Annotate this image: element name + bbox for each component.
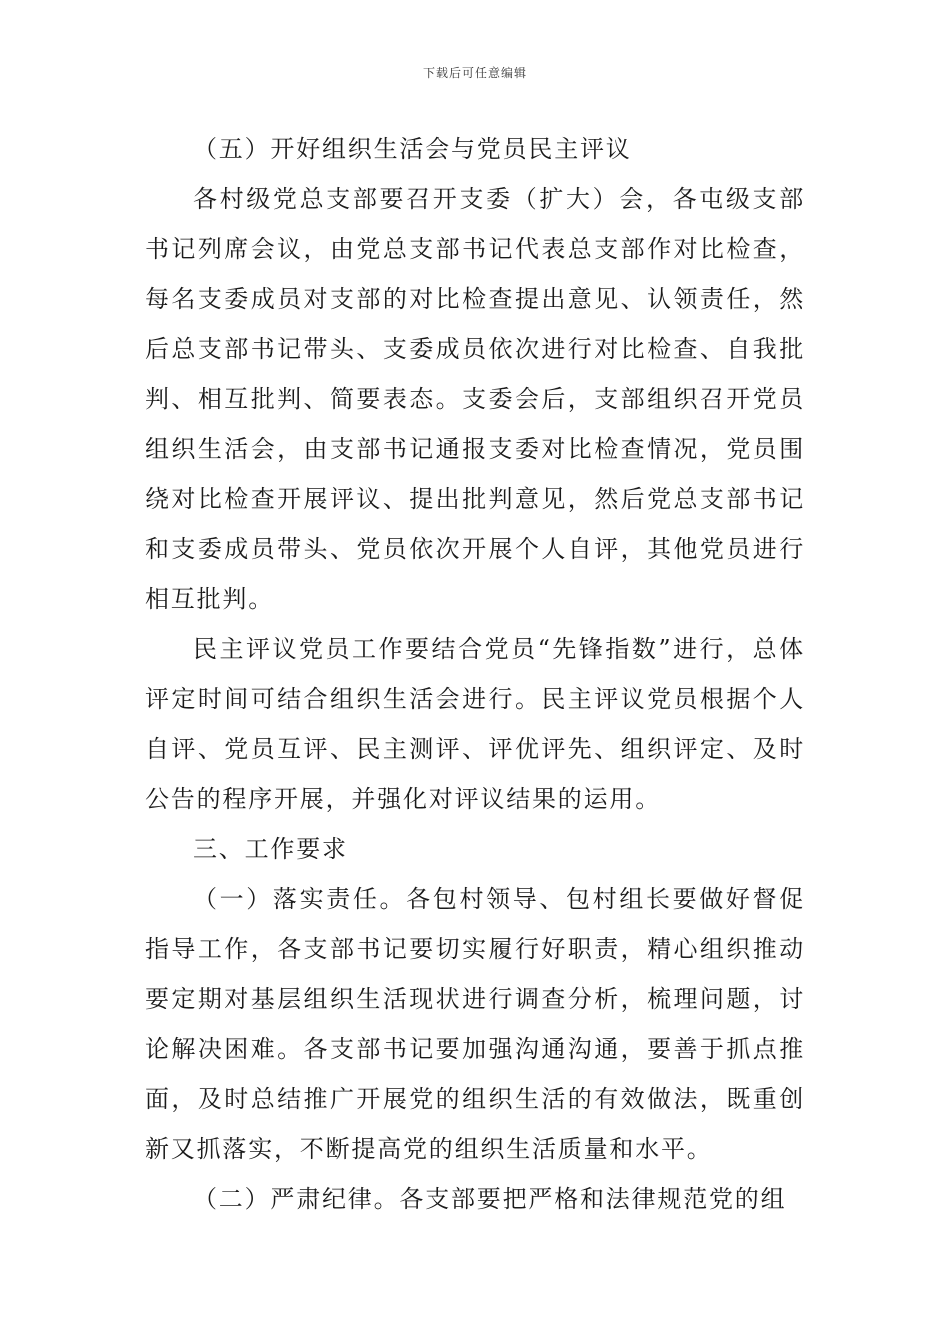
paragraph-implement-responsibility: （一）落实责任。各包村领导、包村组长要做好督促指导工作，各支部书记要切实履行好职责，精心组织推动要定期对基层组织生活现状进行调查分析，梳理问题，讨论解决困难。各支部书记要加强沟通沟通，要善于抓点推面，及时总结推广开展党的组织生活的有效做法，既重创新又抓落实，不断提高党的组织生活质量和水平。 [145,885,805,1163]
paragraph-democratic-review: 民主评议党员工作要结合党员“先锋指数”进行，总体评定时间可结合组织生活会进行。民主评议党员根据个人自评、党员互评、民主测评、评优评先、组织评定、及时公告的程序开展，并强化对评议结果的运用。 [145,635,805,813]
paragraph-strict-discipline: （二）严肃纪律。各支部要把严格和法律规范党的组 [193,1185,787,1213]
page-header: 下载后可任意编辑 [422,66,527,80]
section-heading-work-requirements: 三、工作要求 [193,835,348,863]
document-body [145,124,805,1224]
section-heading-5: （五）开好组织生活会与党员民主评议 [193,135,632,163]
paragraph-organization-meeting: 各村级党总支部要召开支委（扩大）会，各屯级支部书记列席会议，由党总支部书记代表总支部作对比检查，每名支委成员对支部的对比检查提出意见、认领责任，然后总支部书记带头、支委成员依次进行对比检查、自我批判、相互批判、简要表态。支委会后，支部组织召开党员组织生活会，由支部书记通报支委对比检查情况，党员围绕对比检查开展评议、提出批判意见，然后党总支部书记和支委成员带头、党员依次开展个人自评，其他党员进行相互批判。 [145,185,805,613]
